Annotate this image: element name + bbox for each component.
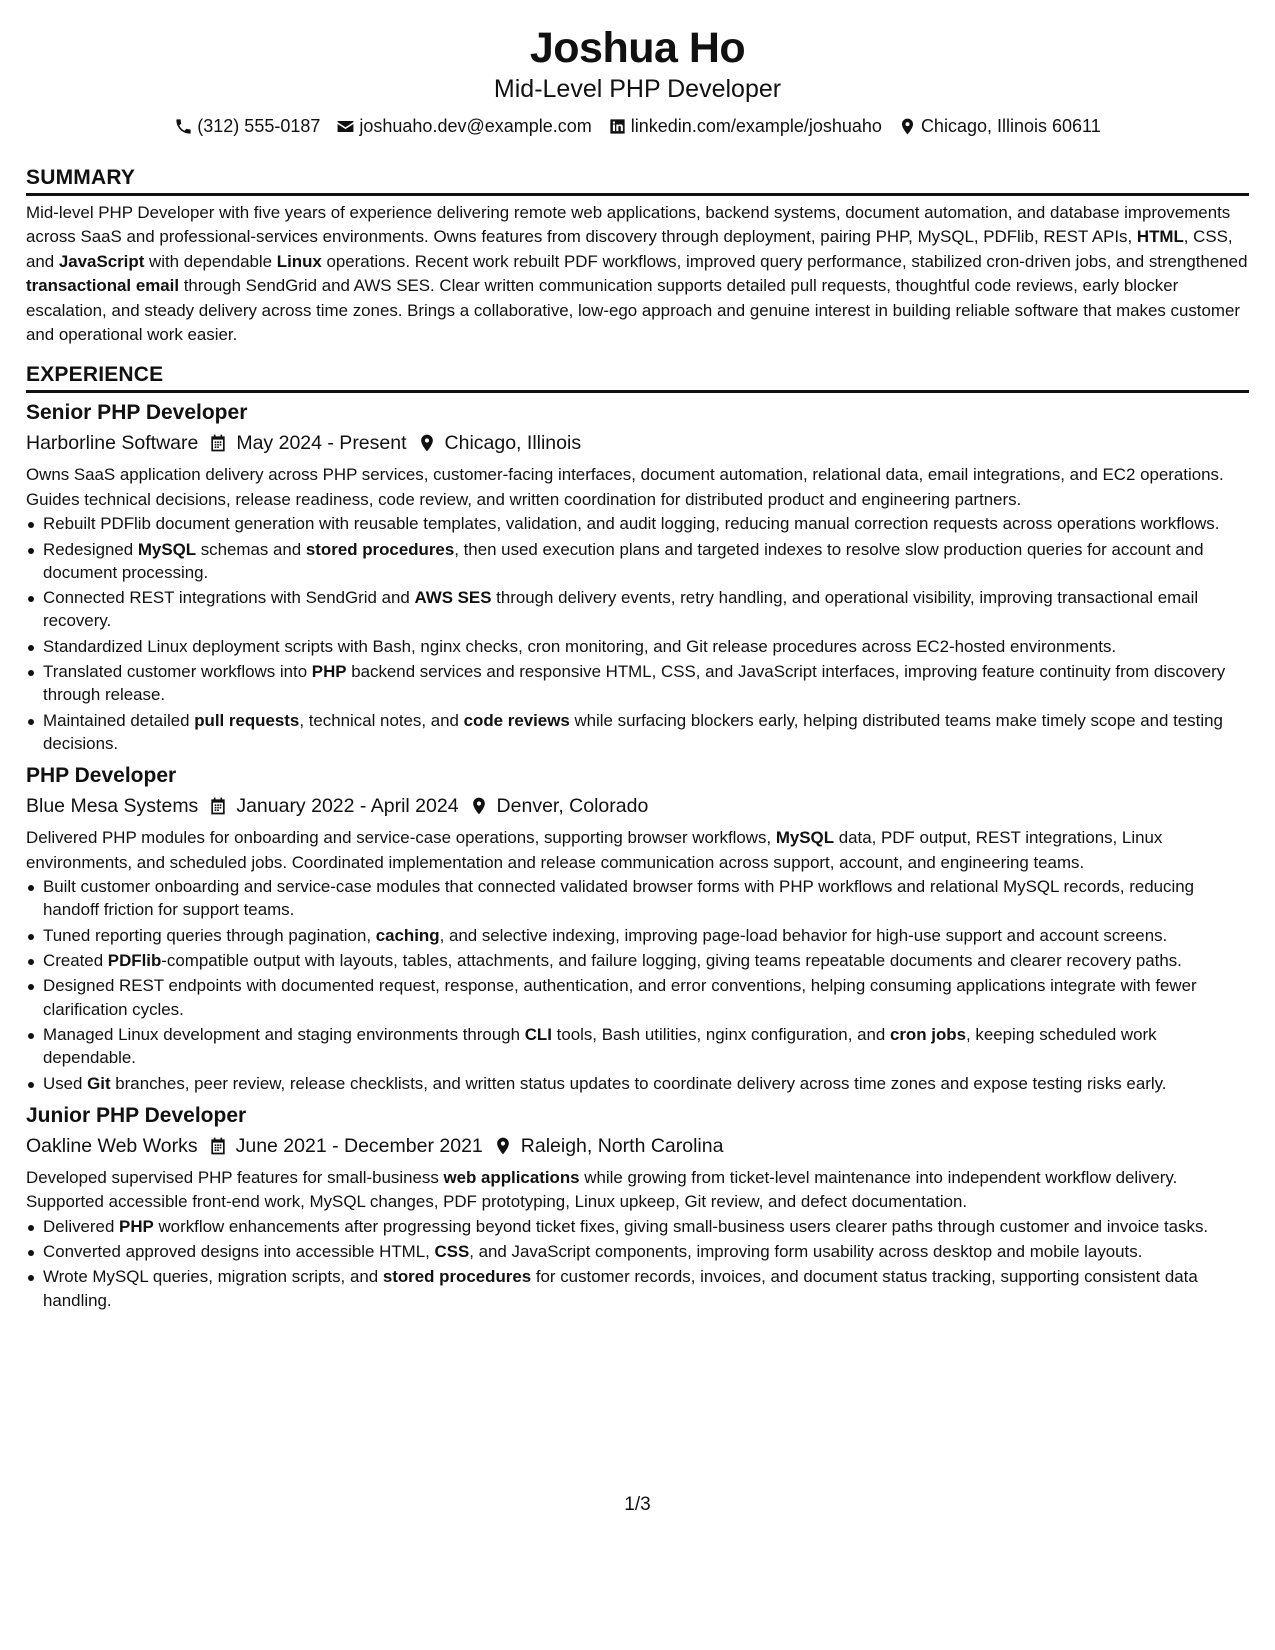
job-location: Denver, Colorado (496, 795, 649, 818)
job-meta (26, 428, 1249, 458)
bold-keyword: PDFlib (107, 951, 162, 971)
job-bullet: Managed Linux development and staging environments through CLI tools, Bash utilities, nginx configuration, and cron jobs, keeping scheduled work dependable. (26, 1023, 1249, 1069)
contact-linkedin-text: linkedin.com/example/joshuaho (630, 116, 882, 136)
page-number: 1/3 (624, 1494, 651, 1515)
job-company: Blue Mesa Systems (26, 795, 199, 818)
contact-location-text: Chicago, Illinois 60611 (920, 116, 1101, 136)
job-title: Junior PHP Developer (26, 1103, 247, 1127)
resume-header (26, 0, 1249, 138)
job-dates-group (208, 428, 406, 458)
bold-keyword: MySQL (775, 828, 835, 848)
job-dates-group (208, 791, 458, 821)
candidate-name: Joshua Ho (529, 24, 746, 72)
bold-keyword: stored procedures (305, 539, 455, 559)
job-title: Senior PHP Developer (26, 401, 248, 425)
job-location-group (469, 791, 649, 821)
bold-keyword: caching (375, 925, 440, 945)
job-dates: January 2022 - April 2024 (236, 795, 459, 818)
job-description: Delivered PHP modules for onboarding and service-case operations, supporting browser workflows, MySQL data, PDF output, REST integrations, Linux environments, and scheduled jobs. Coordinated implementation and release communication across support, account, and engineering teams. (26, 828, 1163, 872)
job-location: Chicago, Illinois (444, 432, 582, 455)
job-dates: May 2024 - Present (236, 432, 407, 455)
job-description: Developed supervised PHP features for small-business web applications while growing from ticket-level maintenance into independent workflow delivery. Supported accessible front-end work, MySQL changes, PDF prototyping, Linux upkeep, Git review, and defect documentation. (26, 1167, 1178, 1212)
job-location: Raleigh, North Carolina (520, 1134, 724, 1157)
job-bullets (26, 1215, 1249, 1312)
job-bullet: Delivered PHP workflow enhancements after progressing beyond ticket fixes, giving small-business users clearer paths through customer and invoice tasks. (26, 1215, 1249, 1238)
job-bullet: Used Git branches, peer review, release checklists, and written status updates to coordinate delivery across time zones and expose testing risks early. (26, 1072, 1249, 1095)
summary-section (26, 164, 1249, 347)
job-location-group (493, 1131, 724, 1161)
contact-bar (26, 114, 1249, 138)
bold-keyword: MySQL (137, 539, 197, 559)
phone-icon (174, 117, 193, 136)
location-pin-icon (417, 433, 437, 453)
job-meta (26, 791, 1249, 821)
job-bullet: Wrote MySQL queries, migration scripts, and stored procedures for customer records, invoices, and document status tracking, supporting consistent data handling. (26, 1265, 1249, 1311)
location-pin-icon (493, 1136, 513, 1156)
job-bullet: Rebuilt PDFlib document generation with reusable templates, validation, and audit logging, reducing manual correction requests across operations workflows. (26, 512, 1249, 535)
calendar-icon (208, 433, 228, 453)
bold-keyword: pull requests (194, 710, 300, 730)
job-bullet: Designed REST endpoints with documented request, response, authentication, and error conventions, helping consuming applications integrate with fewer clarification cycles. (26, 974, 1249, 1020)
job-bullet: Created PDFlib-compatible output with layouts, tables, attachments, and failure logging, giving teams repeatable documents and clearer recovery paths. (26, 949, 1249, 972)
job-meta (26, 1131, 1249, 1161)
job-entry (26, 398, 1249, 755)
contact-phone-text: (312) 555-0187 (197, 116, 321, 136)
job-entry (26, 1101, 1249, 1312)
job-list (26, 398, 1249, 1311)
calendar-icon (208, 1136, 228, 1156)
summary-heading: SUMMARY (26, 164, 1249, 196)
job-bullet: Built customer onboarding and service-case modules that connected validated browser forms with PHP workflows and relational MySQL records, reducing handoff friction for support teams. (26, 875, 1249, 921)
bold-keyword: PHP (119, 1216, 154, 1236)
experience-heading: EXPERIENCE (26, 361, 1249, 393)
job-dates: June 2021 - December 2021 (235, 1134, 483, 1157)
bold-keyword: CLI (524, 1025, 552, 1044)
bold-keyword: AWS SES (414, 588, 492, 608)
job-description: Owns SaaS application delivery across PHP services, customer-facing interfaces, document automation, relational data, email integrations, and EC2 operations. Guides technical decisions, release readiness, code review, and written coordination for distributed product and engineering partners. (26, 465, 1224, 509)
bold-keyword: cron jobs (889, 1025, 966, 1044)
location-pin-icon (469, 796, 489, 816)
job-bullet: Redesigned MySQL schemas and stored procedures, then used execution plans and targeted indexes to resolve slow production queries for account and document processing. (26, 538, 1249, 584)
contact-email-text: joshuaho.dev@example.com (359, 116, 592, 136)
job-bullets (26, 512, 1249, 755)
summary-text: Mid-level PHP Developer with five years of experience delivering remote web applications, backend systems, document automation, and database improvements across SaaS and professional-services environments. Owns features from discovery through deployment, pairing PHP, MySQL, PDFlib, REST APIs, HTML, CSS, and JavaScript with dependable Linux operations. Recent work rebuilt PDF workflows, improved query performance, stabilized cron-driven jobs, and strengthened transactional email through SendGrid and AWS SES. Clear written communication supports detailed pull requests, thoughtful code reviews, early blocker escalation, and steady delivery across time zones. Brings a collaborative, low-ego approach and genuine interest in building reliable software that makes customer and operational work easier. (26, 203, 1248, 345)
bold-keyword: HTML (1136, 227, 1184, 247)
job-entry (26, 761, 1249, 1095)
contact-location (898, 114, 1101, 138)
bold-keyword: code reviews (463, 710, 570, 730)
bold-keyword: transactional email (26, 276, 180, 296)
location-pin-icon (898, 117, 917, 136)
envelope-icon (336, 117, 355, 136)
job-bullets (26, 875, 1249, 1095)
contact-email[interactable] (336, 114, 591, 138)
job-company: Oakline Web Works (26, 1134, 198, 1157)
job-location-group (417, 428, 582, 458)
job-dates-group (208, 1131, 483, 1161)
bold-keyword: Linux (276, 251, 322, 271)
linkedin-icon (608, 117, 627, 136)
job-bullet: Maintained detailed pull requests, technical notes, and code reviews while surfacing blockers early, helping distributed teams make timely scope and testing decisions. (26, 709, 1249, 755)
job-bullet: Translated customer workflows into PHP backend services and responsive HTML, CSS, and JavaScript interfaces, improving feature continuity from discovery through release. (26, 660, 1249, 706)
calendar-icon (208, 796, 228, 816)
job-bullet: Converted approved designs into accessible HTML, CSS, and JavaScript components, improving form usability across desktop and mobile layouts. (26, 1240, 1249, 1263)
bold-keyword: PHP (311, 662, 347, 682)
bold-keyword: stored procedures (382, 1267, 532, 1287)
candidate-headline: Mid-Level PHP Developer (493, 75, 782, 103)
experience-section (26, 361, 1249, 1311)
job-title: PHP Developer (26, 764, 177, 788)
job-bullet: Standardized Linux deployment scripts with Bash, nginx checks, cron monitoring, and Git release procedures across EC2-hosted environments. (26, 635, 1249, 658)
bold-keyword: web applications (443, 1167, 580, 1187)
contact-phone[interactable] (174, 114, 320, 138)
job-bullet: Connected REST integrations with SendGrid and AWS SES through delivery events, retry handling, and operational visibility, improving transactional email recovery. (26, 586, 1249, 632)
bold-keyword: Git (87, 1073, 111, 1093)
contact-linkedin[interactable] (608, 114, 882, 138)
bold-keyword: JavaScript (58, 251, 145, 271)
job-bullet: Tuned reporting queries through pagination, caching, and selective indexing, improving page-load behavior for high-use support and account screens. (26, 924, 1249, 947)
bold-keyword: CSS (434, 1242, 470, 1261)
job-company: Harborline Software (26, 432, 199, 455)
